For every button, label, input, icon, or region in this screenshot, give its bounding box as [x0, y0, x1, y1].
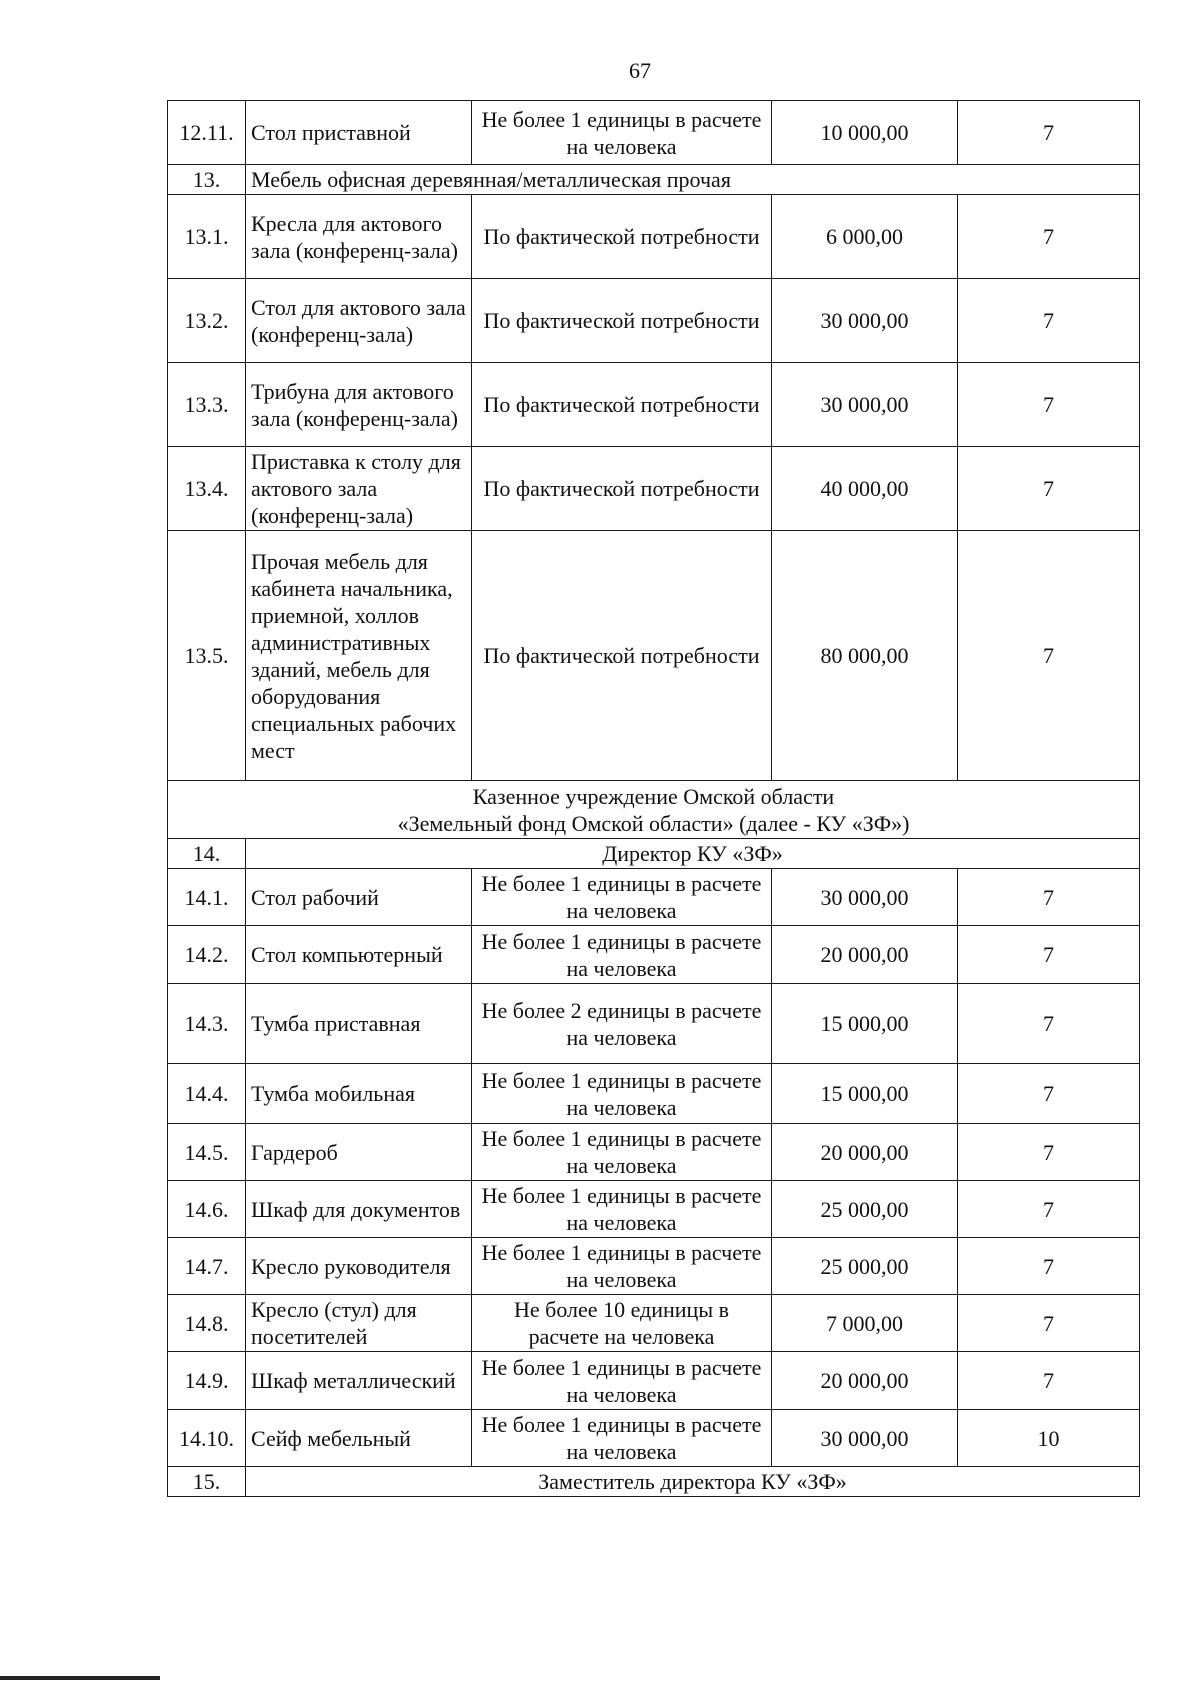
service-life-cell: 7: [958, 531, 1140, 781]
row-number-cell: 14.1.: [168, 869, 246, 926]
table-row: [168, 279, 1140, 363]
item-name-cell: Прочая мебель для кабинета начальника, приемной, холлов административных зданий, мебель для оборудования специальных рабочих мест: [246, 531, 472, 781]
page-number: 67: [629, 58, 651, 83]
item-name-cell: Тумба мобильная: [246, 1064, 472, 1124]
price-cell: 10 000,00: [772, 101, 958, 165]
quantity-norm-cell: Не более 10 единицы в расчете на человека: [472, 1295, 772, 1352]
table-row: [168, 869, 1140, 926]
price-cell: 25 000,00: [772, 1238, 958, 1295]
price-cell: 6 000,00: [772, 195, 958, 279]
quantity-norm-cell: Не более 1 единицы в расчете на человека: [472, 101, 772, 165]
quantity-norm-cell: Не более 1 единицы в расчете на человека: [472, 1238, 772, 1295]
item-name-cell: Трибуна для актового зала (конференц-зала): [246, 363, 472, 447]
table-row: [168, 101, 1140, 165]
table-row: [168, 1124, 1140, 1181]
price-cell: 40 000,00: [772, 447, 958, 531]
price-cell: 25 000,00: [772, 1181, 958, 1238]
position-title-cell: Заместитель директора КУ «ЗФ»: [246, 1467, 1140, 1497]
price-cell: 20 000,00: [772, 1124, 958, 1181]
section-number-cell: 13.: [168, 165, 246, 195]
table-row: [168, 195, 1140, 279]
price-cell: 30 000,00: [772, 363, 958, 447]
item-name-cell: Шкаф для документов: [246, 1181, 472, 1238]
quantity-norm-cell: Не более 1 единицы в расчете на человека: [472, 1064, 772, 1124]
service-life-cell: 7: [958, 279, 1140, 363]
table-row: [168, 447, 1140, 531]
price-cell: 30 000,00: [772, 1410, 958, 1467]
item-name-cell: Кресло руководителя: [246, 1238, 472, 1295]
table-body: [168, 101, 1140, 1497]
quantity-norm-cell: Не более 1 единицы в расчете на человека: [472, 1410, 772, 1467]
quantity-norm-cell: По фактической потребности: [472, 195, 772, 279]
quantity-norm-cell: По фактической потребности: [472, 531, 772, 781]
quantity-norm-cell: Не более 1 единицы в расчете на человека: [472, 1124, 772, 1181]
row-number-cell: 13.5.: [168, 531, 246, 781]
table-row: [168, 363, 1140, 447]
item-name-cell: Приставка к столу для актового зала (конференц-зала): [246, 447, 472, 531]
organization-title-line: Казенное учреждение Омской области: [472, 783, 835, 809]
price-cell: 15 000,00: [772, 984, 958, 1064]
quantity-norm-cell: Не более 1 единицы в расчете на человека: [472, 869, 772, 926]
item-name-cell: Стол рабочий: [246, 869, 472, 926]
price-cell: 15 000,00: [772, 1064, 958, 1124]
price-cell: 30 000,00: [772, 869, 958, 926]
quantity-norm-cell: Не более 1 единицы в расчете на человека: [472, 1352, 772, 1410]
table-row: [168, 165, 1140, 195]
service-life-cell: 7: [958, 1352, 1140, 1410]
table-row: [168, 781, 1140, 839]
item-name-cell: Стол для актового зала (конференц-зала): [246, 279, 472, 363]
row-number-cell: 14.2.: [168, 926, 246, 984]
item-name-cell: Гардероб: [246, 1124, 472, 1181]
service-life-cell: 7: [958, 1181, 1140, 1238]
table-row: [168, 1410, 1140, 1467]
service-life-cell: 7: [958, 1124, 1140, 1181]
quantity-norm-cell: По фактической потребности: [472, 363, 772, 447]
table-row: [168, 1295, 1140, 1352]
table-row: [168, 1467, 1140, 1497]
item-name-cell: Сейф мебельный: [246, 1410, 472, 1467]
table-row: [168, 531, 1140, 781]
row-number-cell: 13.1.: [168, 195, 246, 279]
item-name-cell: Шкаф металлический: [246, 1352, 472, 1410]
quantity-norm-cell: Не более 2 единицы в расчете на человека: [472, 984, 772, 1064]
quantity-norm-cell: Не более 1 единицы в расчете на человека: [472, 926, 772, 984]
item-name-cell: Стол компьютерный: [246, 926, 472, 984]
quantity-norm-cell: По фактической потребности: [472, 279, 772, 363]
table-row: [168, 1352, 1140, 1410]
row-number-cell: 14.8.: [168, 1295, 246, 1352]
table-row: [168, 1064, 1140, 1124]
quantity-norm-cell: Не более 1 единицы в расчете на человека: [472, 1181, 772, 1238]
price-cell: 20 000,00: [772, 1352, 958, 1410]
service-life-cell: 7: [958, 195, 1140, 279]
row-number-cell: 14.9.: [168, 1352, 246, 1410]
row-number-cell: 14.3.: [168, 984, 246, 1064]
service-life-cell: 7: [958, 984, 1140, 1064]
service-life-cell: 7: [958, 926, 1140, 984]
item-name-cell: Стол приставной: [246, 101, 472, 165]
item-name-cell: Кресло (стул) для посетителей: [246, 1295, 472, 1352]
table-row: [168, 984, 1140, 1064]
service-life-cell: 7: [958, 1295, 1140, 1352]
service-life-cell: 7: [958, 1238, 1140, 1295]
scan-edge-mark: [0, 1676, 160, 1680]
item-name-cell: Тумба приставная: [246, 984, 472, 1064]
row-number-cell: 14.4.: [168, 1064, 246, 1124]
position-title-cell: Директор КУ «ЗФ»: [246, 839, 1140, 869]
row-number-cell: 13.3.: [168, 363, 246, 447]
row-number-cell: 13.4.: [168, 447, 246, 531]
row-number-cell: 14.7.: [168, 1238, 246, 1295]
service-life-cell: 7: [958, 1064, 1140, 1124]
row-number-cell: 13.2.: [168, 279, 246, 363]
price-cell: 80 000,00: [772, 531, 958, 781]
price-cell: 20 000,00: [772, 926, 958, 984]
organization-title-line: «Земельный фонд Омской области» (далее - КУ «ЗФ»): [397, 810, 910, 836]
table-row: [168, 839, 1140, 869]
service-life-cell: 10: [958, 1410, 1140, 1467]
table-row: [168, 926, 1140, 984]
row-number-cell: 14.10.: [168, 1410, 246, 1467]
service-life-cell: 7: [958, 447, 1140, 531]
section-title-cell: Мебель офисная деревянная/металлическая прочая: [246, 165, 1140, 195]
position-number-cell: 14.: [168, 839, 246, 869]
service-life-cell: 7: [958, 101, 1140, 165]
row-number-cell: 14.6.: [168, 1181, 246, 1238]
table-row: [168, 1181, 1140, 1238]
price-cell: 30 000,00: [772, 279, 958, 363]
service-life-cell: 7: [958, 363, 1140, 447]
service-life-cell: 7: [958, 869, 1140, 926]
price-cell: 7 000,00: [772, 1295, 958, 1352]
row-number-cell: 12.11.: [168, 101, 246, 165]
furniture-norms-table: [167, 100, 1140, 1497]
row-number-cell: 14.5.: [168, 1124, 246, 1181]
position-number-cell: 15.: [168, 1467, 246, 1497]
quantity-norm-cell: По фактической потребности: [472, 447, 772, 531]
table-row: [168, 1238, 1140, 1295]
organization-title-cell: [168, 781, 1140, 839]
item-name-cell: Кресла для актового зала (конференц-зала): [246, 195, 472, 279]
